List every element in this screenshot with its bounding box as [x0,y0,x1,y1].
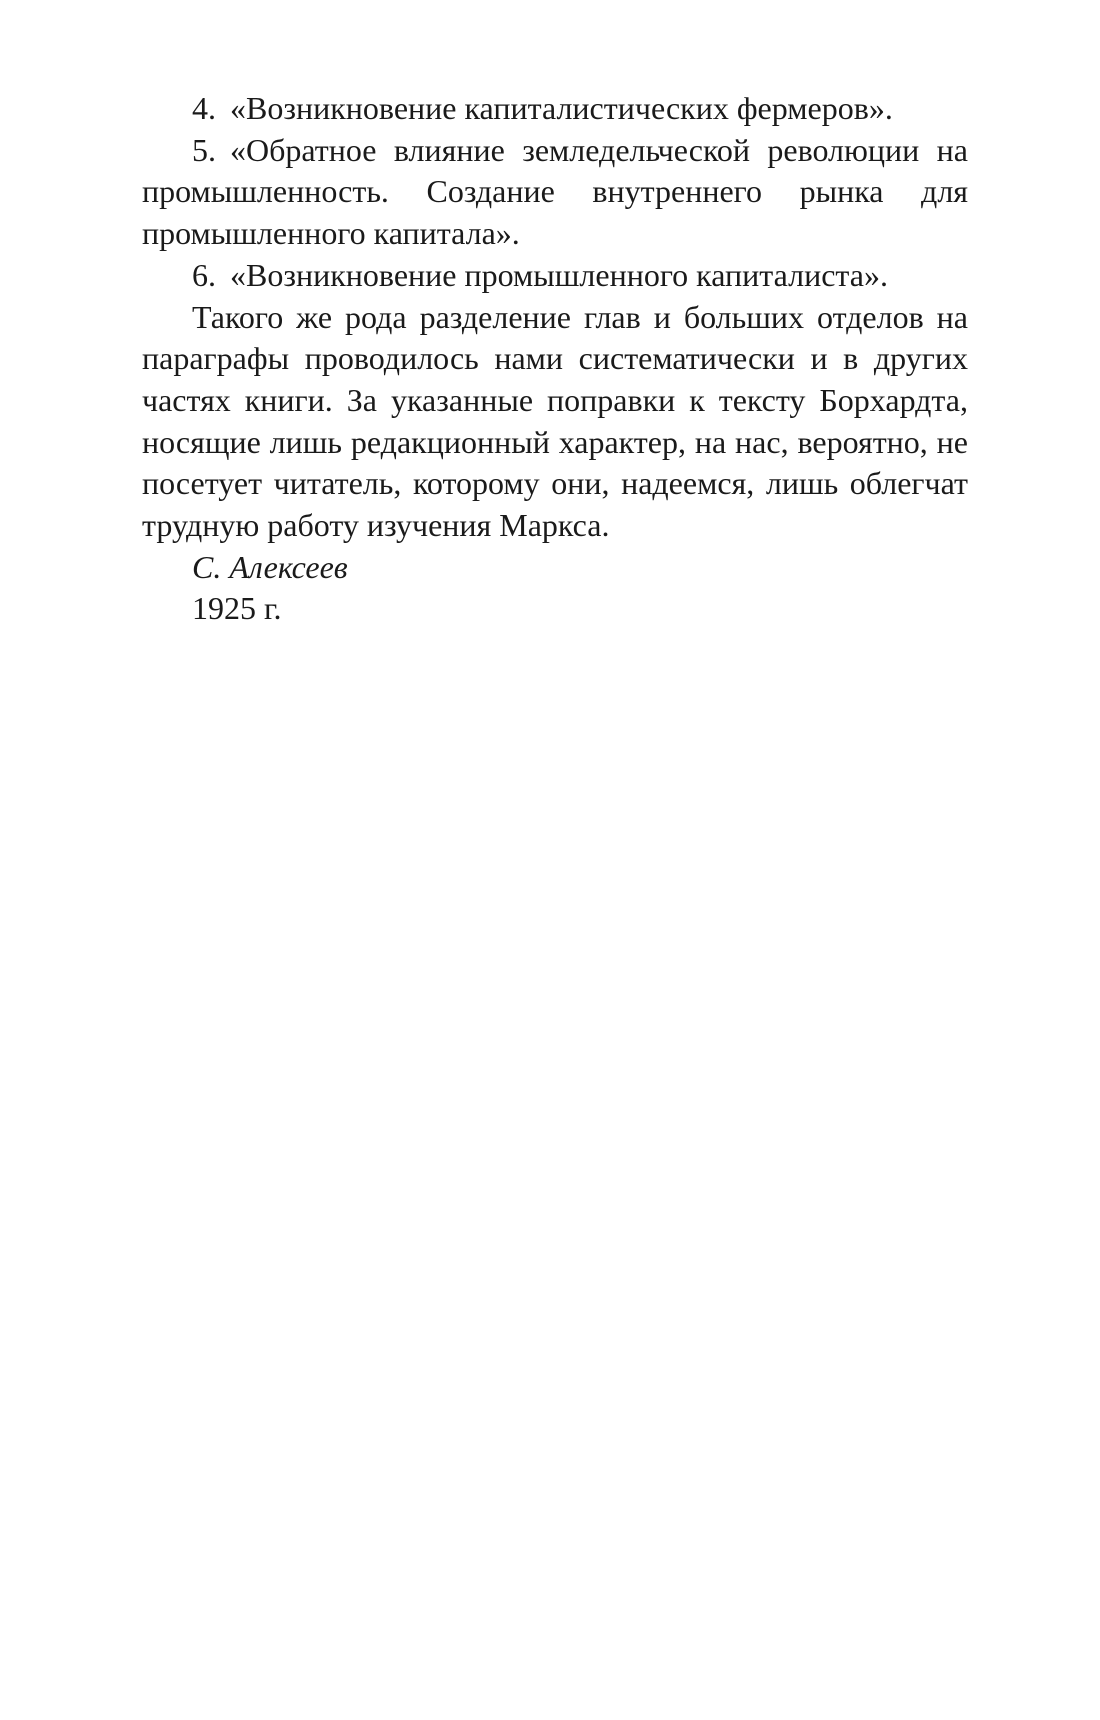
list-item-number: 4. [192,90,216,126]
list-item-4 [142,88,968,130]
list-item-number: 5. [192,131,216,168]
list-item-text: «Возникновение промышленного капиталиста». [230,256,888,293]
list-item-text: «Обратное влияние земледельческой революции на промышленность. Создание внутреннего рынка для промышленного капитала». [142,131,968,252]
body-paragraph: Такого же рода разделение глав и больших отделов на параграфы проводилось нами систематически и в других частях книги. За указанные поправки к тексту Борхардта, носящие лишь редакционный характер, на нас, вероятно, не посетует читатель, которому они, надеемся, лишь облегчат трудную работу изучения Маркса. [142,298,968,544]
list-item-text: «Возникновение капиталистических фермеров». [230,90,893,126]
list-item-number: 6. [192,256,216,293]
text-block [142,88,968,630]
list-item-5 [142,130,968,255]
list-item-6 [142,255,968,297]
author-signature: С. Алексеев [192,548,348,585]
date-line: 1925 г. [192,590,282,627]
